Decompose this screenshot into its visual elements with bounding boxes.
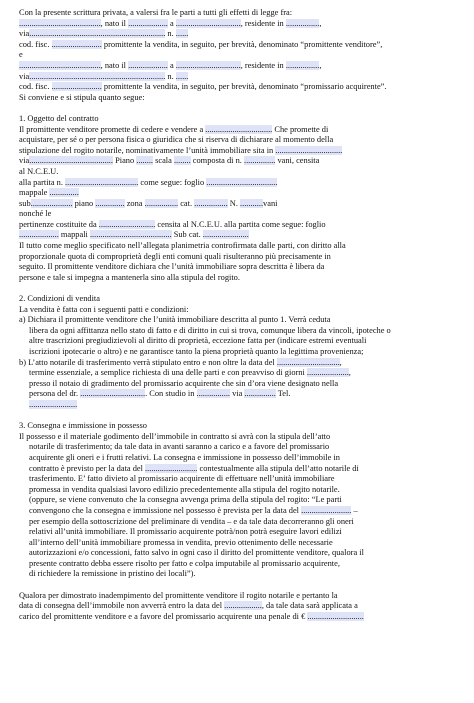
spacer bbox=[19, 283, 464, 294]
text-segment: acquirente gli oneri e i frutti relativi. La consegna e immissione in possesso dell’immobile in bbox=[29, 452, 340, 462]
text-line bbox=[19, 273, 464, 284]
text-segment: acquistare, per sé o per persona fisica o giuridica che si riserva di dichiarare al momento della bbox=[19, 135, 334, 145]
text-segment: via bbox=[19, 29, 30, 39]
text-segment: , bbox=[339, 357, 342, 367]
form-field[interactable]: ................................ bbox=[205, 124, 273, 134]
text-segment: Il promittente venditore promette di cedere e vendere a bbox=[19, 124, 206, 134]
text-segment: a) Dichiara il promittente venditore che l’unità immobiliare descritta al punto 1. Verrà ceduta bbox=[19, 315, 331, 325]
text-segment: mappali bbox=[58, 230, 90, 240]
text-line bbox=[19, 326, 464, 337]
text-segment: autorizzazioni e/o concessioni, fatto salvo in ogni caso il diritto del promittente venditore, qualora il bbox=[29, 548, 364, 558]
text-segment: Piano bbox=[112, 156, 137, 166]
form-field[interactable]: ........................... bbox=[307, 611, 364, 621]
form-field[interactable]: .................... bbox=[306, 368, 349, 378]
form-field[interactable]: ................ bbox=[194, 198, 228, 208]
text-line bbox=[19, 389, 464, 400]
form-field[interactable]: ...................... bbox=[202, 230, 249, 240]
text-segment: piano bbox=[72, 198, 96, 208]
text-segment: a bbox=[167, 60, 176, 70]
text-segment: pertinenze costituite da bbox=[19, 219, 99, 229]
form-field[interactable]: ........................... bbox=[98, 219, 156, 229]
text-line bbox=[19, 485, 464, 496]
text-segment: presso il notaio di gradimento del promissario acquirente che sin d’ora viene designato nella bbox=[29, 378, 339, 388]
text-segment: , residente in bbox=[240, 18, 286, 28]
form-field[interactable]: ............... bbox=[243, 156, 276, 166]
text-segment: composta di n. bbox=[190, 156, 244, 166]
text-segment: proporzionale quota di comproprietà degli enti comuni quali risulteranno più precisamente in bbox=[19, 251, 331, 261]
form-field[interactable]: ............................... bbox=[175, 18, 241, 28]
text-segment: . Con studio in bbox=[145, 389, 197, 399]
text-line bbox=[19, 50, 464, 61]
text-segment: notarile di trasferimento; da tale data in avanti saranno a carico e a favore del promissario bbox=[29, 442, 330, 452]
form-field[interactable]: ................................ bbox=[275, 145, 343, 155]
spacer bbox=[19, 411, 464, 422]
form-field[interactable]: .................................. bbox=[206, 177, 278, 187]
text-segment: come segue: foglio bbox=[138, 177, 207, 187]
text-line bbox=[19, 336, 464, 347]
text-line bbox=[19, 188, 464, 199]
text-line bbox=[19, 464, 464, 475]
form-field[interactable]: ................................... bbox=[65, 177, 139, 187]
text-segment: promittente la vendita, in seguito, per brevità, denominato “promissario acquirente”. bbox=[101, 82, 387, 92]
text-segment: vani bbox=[263, 198, 278, 208]
text-segment: al N.C.E.U. bbox=[19, 166, 59, 176]
form-field[interactable]: ................... bbox=[128, 60, 168, 70]
section-1-body bbox=[19, 125, 464, 284]
text-segment: nonché le bbox=[19, 209, 52, 219]
form-field[interactable]: ........................ bbox=[51, 39, 102, 49]
form-field[interactable]: ........... bbox=[240, 198, 264, 208]
section-3-title: 3. Consegna e immissione in possesso bbox=[19, 421, 147, 431]
text-line bbox=[19, 538, 464, 549]
text-line bbox=[19, 72, 464, 83]
text-line bbox=[19, 347, 464, 358]
text-line bbox=[19, 612, 464, 623]
form-field[interactable]: ................................................................. bbox=[29, 29, 166, 39]
section-2-title: 2. Condizioni di vendita bbox=[19, 294, 100, 304]
text-line bbox=[19, 495, 464, 506]
form-field[interactable]: ................... bbox=[19, 230, 59, 240]
form-field[interactable]: ...... bbox=[175, 71, 189, 81]
form-field[interactable]: ........ bbox=[136, 156, 153, 166]
form-field[interactable]: .................. bbox=[224, 601, 262, 611]
text-segment: alla partita n. bbox=[19, 177, 66, 187]
text-segment: relativi all’unità immobiliare. Il promissario acquirente potrà/non potrà eseguire lavori edilizi bbox=[29, 527, 342, 537]
text-segment: data di consegna dell’immobile non avverrà entro la data del bbox=[19, 601, 225, 611]
text-segment: promessa in vendita qualsiasi lavoro edilizio precedentemente alla stipula del rogito notarile. bbox=[29, 484, 340, 494]
section-3-body bbox=[19, 432, 464, 580]
text-segment: via bbox=[19, 156, 30, 166]
text-segment: n. bbox=[165, 71, 176, 81]
text-line bbox=[19, 209, 464, 220]
text-line bbox=[19, 315, 464, 326]
text-line bbox=[19, 358, 464, 369]
text-line bbox=[19, 82, 464, 93]
text-segment: Con la presente scrittura privata, a valersi fra le parti a tutti gli effetti di legge fra: bbox=[19, 8, 293, 17]
text-line bbox=[19, 178, 464, 189]
text-line bbox=[19, 368, 464, 379]
text-line bbox=[19, 432, 464, 443]
text-segment: promittente la vendita, in seguito, per brevità, denominato “promittente venditore”, bbox=[101, 39, 383, 49]
text-line bbox=[19, 548, 464, 559]
text-segment: Qualora per dimostrato inadempimento del promittente venditore il rogito notarile e pertanto la bbox=[19, 590, 338, 600]
form-field[interactable]: ....................... bbox=[29, 399, 78, 409]
text-line bbox=[19, 252, 464, 263]
text-line bbox=[19, 591, 464, 602]
form-field[interactable]: ................ bbox=[285, 18, 320, 28]
form-field[interactable]: ....................................... bbox=[19, 60, 101, 70]
text-segment: contestualmente alla stipula dell’atto notarile di bbox=[197, 463, 359, 473]
form-field[interactable]: ................ bbox=[285, 60, 320, 70]
text-segment: censita al N.C.E.U. alla partita come segue: foglio bbox=[155, 219, 326, 229]
text-segment: cod. fisc. bbox=[19, 39, 52, 49]
text-segment: mappale bbox=[19, 188, 50, 198]
text-segment: Si conviene e si stipula quanto segue: bbox=[19, 92, 145, 102]
text-segment: persone e tale si impegna a mantenerla sino alla stipula del rogito. bbox=[19, 272, 240, 282]
text-segment: , bbox=[319, 18, 322, 28]
text-line bbox=[19, 453, 464, 464]
form-field[interactable]: ....................................... bbox=[19, 18, 101, 28]
form-field[interactable]: ............................... bbox=[80, 389, 146, 399]
text-segment: , residente in bbox=[240, 60, 286, 70]
text-line bbox=[19, 379, 464, 390]
text-segment: altre trascrizioni pregiudizievoli al diritto di proprietà, eccezione fatta per (indicare estremi eventuali bbox=[29, 336, 367, 346]
text-segment: , nato il bbox=[100, 18, 129, 28]
text-segment: n. bbox=[165, 29, 176, 39]
text-segment: sub bbox=[19, 198, 31, 208]
text-line bbox=[19, 156, 464, 167]
text-segment: scala bbox=[153, 156, 174, 166]
text-line bbox=[19, 442, 464, 453]
text-line bbox=[19, 559, 464, 570]
text-segment: – bbox=[351, 505, 358, 515]
text-line bbox=[19, 146, 464, 157]
form-field[interactable]: ...... bbox=[175, 29, 189, 39]
text-segment: Il possesso e il materiale godimento dell’immobile in contratto si avrà con la stipula dell’atto bbox=[19, 431, 331, 441]
text-line bbox=[19, 93, 464, 104]
section-2-body bbox=[19, 305, 464, 411]
text-line bbox=[19, 135, 464, 146]
form-field[interactable]: ................... bbox=[128, 18, 168, 28]
text-segment: zona bbox=[124, 198, 145, 208]
text-line bbox=[19, 40, 464, 51]
text-line bbox=[19, 19, 464, 30]
form-field[interactable]: ........................ bbox=[51, 82, 102, 92]
text-line bbox=[19, 527, 464, 538]
text-line bbox=[19, 8, 464, 19]
parties-section bbox=[19, 8, 464, 103]
text-segment: via bbox=[19, 71, 30, 81]
form-field[interactable]: ................ bbox=[144, 198, 179, 208]
text-segment: cod. fisc. bbox=[19, 82, 52, 92]
text-line bbox=[19, 220, 464, 231]
form-field[interactable]: .............. bbox=[95, 198, 125, 208]
text-segment: all’interno dell’unità immobiliare promessa in vendita, previo ottenimento delle necessarie bbox=[29, 537, 333, 547]
text-line bbox=[19, 199, 464, 210]
text-segment: stipulazione del rogito notarile, nominativamente l’unità immobiliare sita in bbox=[19, 145, 276, 155]
form-field[interactable]: ............................... bbox=[175, 60, 241, 70]
text-segment: persona del dr. bbox=[29, 389, 81, 399]
text-segment: convengono che la consegna e immissione nel possesso è prevista per la data del bbox=[29, 505, 302, 515]
text-segment: a bbox=[167, 18, 176, 28]
text-line bbox=[19, 167, 464, 178]
text-line bbox=[19, 125, 464, 136]
text-line bbox=[19, 601, 464, 612]
text-segment: b) L’atto notarile di trasferimento verrà stipulato entro e non oltre la data del bbox=[19, 357, 277, 367]
text-segment: La vendita è fatta con i seguenti patti e condizioni: bbox=[19, 304, 189, 314]
text-segment: Sub cat. bbox=[171, 230, 203, 240]
form-field[interactable]: ........................ bbox=[301, 505, 352, 515]
form-field[interactable]: ................................................................. bbox=[29, 71, 166, 81]
form-field[interactable]: ....................................... bbox=[89, 230, 172, 240]
text-line bbox=[19, 262, 464, 273]
text-segment: N. bbox=[227, 198, 241, 208]
text-segment: presente contratto debba essere risolto per fatto e colpa imputabile al promissario acquirente, bbox=[29, 558, 340, 568]
text-segment: via bbox=[230, 389, 245, 399]
text-segment: vani, censita bbox=[275, 156, 320, 166]
text-line bbox=[19, 29, 464, 40]
spacer bbox=[19, 580, 464, 591]
text-segment: Il tutto come meglio specificato nell’allegata planimetria controfirmata dalle parti, con diritto alla bbox=[19, 241, 346, 251]
text-segment: contratto è previsto per la data del bbox=[29, 463, 146, 473]
text-segment: , bbox=[319, 60, 322, 70]
form-field[interactable]: .................... bbox=[30, 198, 73, 208]
text-line bbox=[19, 400, 464, 411]
text-segment: libera da ogni affittanza nello stato di fatto e di diritto in cui si trova, comunque libera da vincoli, ipoteche o bbox=[29, 325, 391, 335]
text-segment: Tel. bbox=[275, 389, 291, 399]
text-line bbox=[19, 474, 464, 485]
form-field[interactable]: ......................... bbox=[145, 463, 198, 473]
form-field[interactable]: .............................. bbox=[276, 357, 340, 367]
form-field[interactable]: ............... bbox=[244, 389, 276, 399]
form-field[interactable]: .............. bbox=[49, 188, 79, 198]
spacer bbox=[19, 103, 464, 114]
closing-section bbox=[19, 591, 464, 623]
text-segment: (oppure, se viene convenuto che la consegna avvenga prima della stipula del rogito: “Le parti bbox=[29, 495, 342, 505]
text-segment: cat. bbox=[178, 198, 195, 208]
text-segment: e bbox=[19, 50, 23, 60]
section-1-title: 1. Oggetto del contratto bbox=[19, 113, 99, 123]
text-line bbox=[19, 241, 464, 252]
text-segment: , da tale data sarà applicata a bbox=[261, 601, 358, 611]
text-segment: di richiedere la remissione in pristino dei locali”). bbox=[29, 569, 196, 579]
text-line bbox=[19, 517, 464, 528]
text-line bbox=[19, 305, 464, 316]
text-segment: per esempio della sottoscrizione del preliminare di vendita – e da tale data decorreranno gli oneri bbox=[29, 516, 354, 526]
form-field[interactable]: ................ bbox=[196, 389, 230, 399]
text-line bbox=[19, 569, 464, 580]
text-segment: carico del promittente venditore e a favore del promissario acquirente una penale di € bbox=[19, 611, 308, 621]
text-segment: seguito. Il promittente venditore dichiara che l’unità immobiliare sopra descritta è libera da bbox=[19, 262, 325, 272]
text-segment: trasferimento. E’ fatto divieto al promissario acquirente di effettuare nell’unità immobiliare bbox=[29, 474, 335, 484]
text-segment: , nato il bbox=[100, 60, 129, 70]
text-segment: , bbox=[348, 368, 351, 378]
text-line bbox=[19, 506, 464, 517]
text-segment: iscrizioni ipotecarie o altro) e ne garantisce tanto la piena proprietà quanto la legittima provenienza; bbox=[29, 347, 364, 356]
text-segment: termine essenziale, a semplice richiesta di una delle parti e con preavviso di giorni bbox=[29, 368, 307, 378]
form-field[interactable]: ........ bbox=[173, 156, 191, 166]
form-field[interactable]: ........................................ bbox=[29, 156, 113, 166]
text-line bbox=[19, 230, 464, 241]
text-segment: Che promette di bbox=[272, 124, 329, 134]
text-line bbox=[19, 61, 464, 72]
